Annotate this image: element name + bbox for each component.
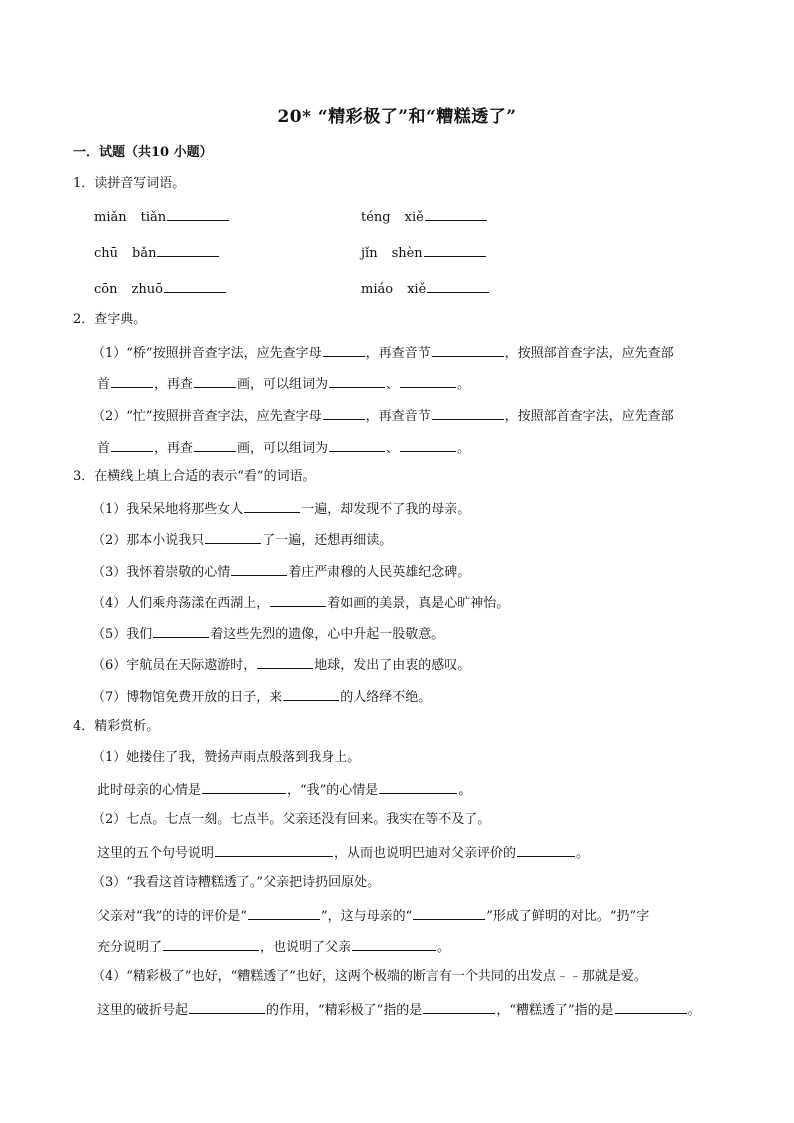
question-4-prompt-2: 这里的五个句号说明 ，从而也说明巴迪对父亲评价的 。 <box>97 842 589 864</box>
answer-blank[interactable] <box>194 437 236 452</box>
answer-blank[interactable] <box>517 842 575 857</box>
question-4-stem: 4．精彩赏析。 <box>73 719 160 734</box>
question-4-prompt-4: 这里的破折号起 的作用，“精彩极了”指的是 ，“糟糕透了”指的是 。 <box>97 999 701 1021</box>
question-4-passage-3: （3）“我看这首诗糟糕透了。”父亲把诗扔回原处。 <box>92 875 381 890</box>
question-3-sentence-1: （1）我呆呆地将那些女人 一遍，却发现不了我的母亲。 <box>92 498 470 520</box>
answer-blank[interactable] <box>423 999 495 1014</box>
answer-blank[interactable] <box>432 405 504 420</box>
answer-blank[interactable] <box>615 999 687 1014</box>
answer-blank[interactable] <box>202 779 286 794</box>
answer-blank[interactable] <box>111 437 153 452</box>
question-3-sentence-7: （7）博物馆免费开放的日子，来 的人络绎不绝。 <box>92 686 431 708</box>
section-heading: 一．试题（共10 小题） <box>73 145 213 160</box>
question-3-sentence-4: （4）人们乘舟荡漾在西湖上， 着如画的美景，真是心旷神怡。 <box>92 592 509 614</box>
answer-blank[interactable] <box>244 498 300 513</box>
answer-blank[interactable] <box>215 842 333 857</box>
pinyin-item: chū bǎn <box>94 242 220 264</box>
answer-blank[interactable] <box>323 342 365 357</box>
question-3-sentence-3: （3）我怀着崇敬的心情 着庄严肃穆的人民英雄纪念碑。 <box>92 561 470 583</box>
answer-blank[interactable] <box>167 206 229 221</box>
question-3-sentence-2: （2）那本小说我只 了一遍，还想再细读。 <box>92 529 392 551</box>
answer-blank[interactable] <box>400 373 456 388</box>
answer-blank[interactable] <box>329 373 385 388</box>
question-3-sentence-6: （6）宇航员在天际遨游时， 地球，发出了由衷的感叹。 <box>92 654 470 676</box>
answer-blank[interactable] <box>194 373 236 388</box>
question-1-stem: 1．读拼音写词语。 <box>73 176 186 191</box>
question-3-sentence-5: （5）我们 着这些先烈的遗像，心中升起一股敬意。 <box>92 623 444 645</box>
answer-blank[interactable] <box>323 405 365 420</box>
question-4-prompt-1: 此时母亲的心情是 ，“我”的心情是 。 <box>97 779 471 801</box>
answer-blank[interactable] <box>205 529 261 544</box>
answer-blank[interactable] <box>329 437 385 452</box>
question-2-part-1: （1）“桥”按照拼音查字法，应先查字母 ，再查音节 ，按照部首查字法，应先查部 <box>92 342 674 364</box>
pinyin-item: miáo xiě <box>361 278 490 300</box>
pinyin-item: téng xiě <box>361 206 488 228</box>
answer-blank[interactable] <box>283 686 339 701</box>
page-title: 20* “精彩极了”和“糟糕透了” <box>277 107 517 127</box>
answer-blank[interactable] <box>111 373 153 388</box>
answer-blank[interactable] <box>153 623 209 638</box>
answer-blank[interactable] <box>231 561 287 576</box>
answer-blank[interactable] <box>427 278 489 293</box>
question-2-part-2-cont: 首 ，再查 画，可以组词为 、 。 <box>97 437 470 459</box>
answer-blank[interactable] <box>248 905 320 920</box>
question-4-passage-1: （1）她搂住了我，赞扬声雨点般落到我身上。 <box>92 750 361 765</box>
answer-blank[interactable] <box>270 592 326 607</box>
question-4-prompt-3: 父亲对“我”的诗的评价是“ ”，这与母亲的“ ”形成了鲜明的对比。“扔”字 <box>97 905 649 927</box>
answer-blank[interactable] <box>352 936 436 951</box>
question-3-stem: 3．在横线上填上合适的表示“看”的词语。 <box>73 469 316 484</box>
answer-blank[interactable] <box>432 342 504 357</box>
pinyin-item: miǎn tiǎn <box>94 206 230 228</box>
answer-blank[interactable] <box>379 779 457 794</box>
answer-blank[interactable] <box>157 242 219 257</box>
answer-blank[interactable] <box>257 654 313 669</box>
pinyin-item: jǐn shèn <box>361 242 487 264</box>
answer-blank[interactable] <box>163 936 259 951</box>
pinyin-item: cōn zhuō <box>94 278 227 300</box>
answer-blank[interactable] <box>164 278 226 293</box>
answer-blank[interactable] <box>400 437 456 452</box>
question-4-passage-2: （2）七点。七点一刻。七点半。父亲还没有回来。我实在等不及了。 <box>92 812 491 827</box>
answer-blank[interactable] <box>189 999 265 1014</box>
question-4-passage-4: （4）“精彩极了”也好，“糟糕透了”也好，这两个极端的断言有一个共同的出发点﹣﹣那就是爱。 <box>92 969 647 984</box>
answer-blank[interactable] <box>425 206 487 221</box>
question-2-stem: 2．查字典。 <box>73 312 147 327</box>
answer-blank[interactable] <box>413 905 485 920</box>
question-4-prompt-3-cont: 充分说明了 ，也说明了父亲 。 <box>97 936 450 958</box>
question-2-part-1-cont: 首 ，再查 画，可以组词为 、 。 <box>97 373 470 395</box>
answer-blank[interactable] <box>424 242 486 257</box>
question-2-part-2: （2）“忙”按照拼音查字法，应先查字母 ，再查音节 ，按照部首查字法，应先查部 <box>92 405 674 427</box>
